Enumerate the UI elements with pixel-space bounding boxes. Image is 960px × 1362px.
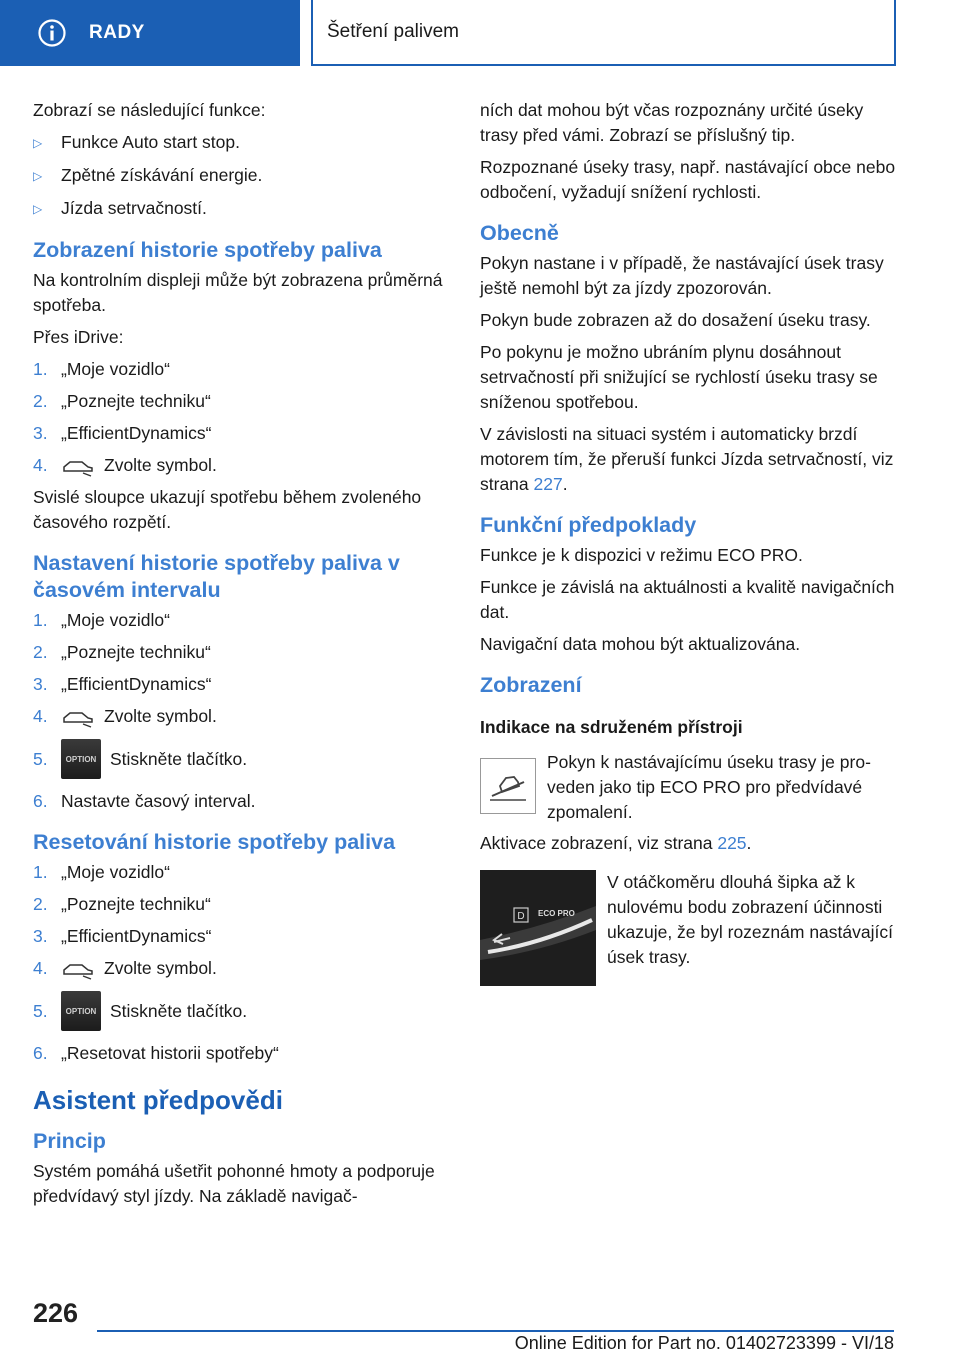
paragraph: Funkce je závislá na aktuálnosti a kvalitě navigačních dat. [480, 577, 895, 622]
list-item: 3. „EfficientDynamics“ [33, 423, 212, 443]
list-item: 4. Zvolte symbol. [33, 455, 217, 475]
left-column [33, 98, 443, 1216]
page-link-227[interactable]: 227 [533, 474, 563, 494]
tachometer-graphic [480, 870, 596, 986]
cluster-hint-row [480, 750, 898, 825]
paragraph: Pokyn nastane i v případě, že nastávající úsek trasy ještě nemohl být za jízdy zpozorován. [480, 253, 884, 298]
option-button-icon: OPTION [61, 991, 101, 1031]
car-efficiency-icon [61, 455, 95, 477]
list-item: 5. OPTION Stiskněte tlačítko. [33, 739, 443, 779]
triangle-bullet-icon: ▷ [33, 202, 43, 216]
list-item: 6. „Resetovat historii spotřeby“ [33, 1043, 279, 1063]
paragraph: Navigační data mohou být aktualizována. [480, 634, 801, 654]
tacho-mode: ECO PRO [538, 909, 575, 918]
paragraph: Svislé sloupce ukazují spotřebu během zvoleného časového rozpětí. [33, 487, 422, 532]
list-item: 2. „Poznejte techniku“ [33, 894, 211, 914]
downhill-car-icon [486, 768, 530, 804]
list-item: 4. Zvolte symbol. [33, 958, 217, 978]
cluster-hint-text: Pokyn k nastávajícímu úseku trasy je proveden jako tip ECO PRO pro předvídavé zpomalení. [547, 752, 871, 822]
paragraph: ních dat mohou být včas rozpoznány určité úseky trasy před vámi. Zobrazí se příslušný tip. [480, 100, 864, 145]
list-item: 1. „Moje vozidlo“ [33, 359, 170, 379]
eco-pro-tip-icon [480, 758, 536, 814]
tacho-row [480, 870, 898, 986]
heading-principle: Princip [33, 1129, 106, 1153]
list-item: 2. „Poznejte techniku“ [33, 642, 211, 662]
list-item: 2. „Poznejte techniku“ [33, 391, 211, 411]
info-icon [37, 18, 67, 48]
paragraph: Systém pomáhá ušetřit pohonné hmoty a podporuje předvídavý styl jízdy. Na základě navigač- [33, 1161, 435, 1206]
tacho-text: V otáčkoměru dlouhá šipka až k nulovému bodu zobrazení účinnosti ukazuje, že byl rozeznám nastávající úsek trasy. [607, 872, 893, 967]
paragraph: Pokyn bude zobrazen až do dosažení úseku trasy. [480, 310, 871, 330]
heading-interval-history: Nastavení historie spotřeby paliva v časovém intervalu [33, 551, 400, 602]
page-link-225[interactable]: 225 [717, 833, 747, 853]
paragraph: Na kontrolním displeji může být zobrazena průměrná spotřeba. [33, 270, 443, 315]
list-item: 1. „Moje vozidlo“ [33, 610, 170, 630]
paragraph: Funkce je k dispozici v režimu ECO PRO. [480, 545, 803, 565]
right-column [480, 98, 898, 992]
list-item: 3. „EfficientDynamics“ [33, 674, 212, 694]
footer-edition: Online Edition for Part no. 01402723399 - VI/18 [514, 1333, 894, 1353]
heading-view: Zobrazení [480, 673, 582, 697]
paragraph: Aktivace zobrazení, viz strana 225. [480, 833, 752, 853]
heading-general: Obecně [480, 221, 559, 245]
triangle-bullet-icon: ▷ [33, 169, 43, 183]
tacho-gear: D [517, 911, 525, 922]
header-chapter [311, 0, 896, 66]
heading-cluster: Indikace na sdruženém přístroji [480, 717, 743, 737]
list-item: 3. „EfficientDynamics“ [33, 926, 212, 946]
paragraph: Přes iDrive: [33, 327, 124, 347]
list-item: ▷ Funkce Auto start stop. [33, 130, 443, 156]
heading-prediction-assistant: Asistent předpovědi [33, 1085, 283, 1115]
steps-reset [33, 860, 443, 1066]
heading-display-history: Zobrazení historie spotřeby paliva [33, 238, 382, 262]
list-item: 1. „Moje vozidlo“ [33, 862, 170, 882]
paragraph: V závislosti na situaci systém i automaticky brzdí motorem tím, že přeruší funkci Jízda setrvačností, viz strana 227. [480, 424, 894, 494]
list-item: 5. OPTION Stiskněte tlačítko. [33, 991, 443, 1031]
section-title: RADY [89, 22, 145, 43]
footer-divider [97, 1330, 894, 1332]
tachometer-image [480, 870, 596, 986]
steps-interval [33, 608, 443, 814]
list-item: ▷ Jízda setrvačností. [33, 196, 443, 222]
heading-prerequisites: Funkční předpoklady [480, 513, 697, 537]
car-efficiency-icon [61, 706, 95, 728]
list-item: 6. Nastavte časový interval. [33, 791, 256, 811]
car-efficiency-icon [61, 958, 95, 980]
heading-reset-history: Resetování historie spotřeby paliva [33, 830, 396, 854]
triangle-bullet-icon: ▷ [33, 136, 43, 150]
list-item: 4. Zvolte symbol. [33, 706, 217, 726]
list-item: ▷ Zpětné získávání energie. [33, 163, 443, 189]
paragraph: Po pokynu je možno ubráním plynu dosáhnout setrvačností při snižující se rychlostí úseku trasy se sníženou spotřebou. [480, 342, 878, 412]
chapter-title: Šetření palivem [327, 21, 460, 42]
option-button-icon: OPTION [61, 739, 101, 779]
steps-display [33, 357, 443, 478]
intro-text: Zobrazí se následující funkce: [33, 100, 266, 120]
feature-list [33, 130, 443, 222]
page-number: 226 [33, 1298, 79, 1328]
header-section-tab [0, 0, 300, 66]
paragraph: Rozpoznané úseky trasy, např. nastávající obce nebo odbočení, vyžadují snížení rychlosti. [480, 157, 896, 202]
